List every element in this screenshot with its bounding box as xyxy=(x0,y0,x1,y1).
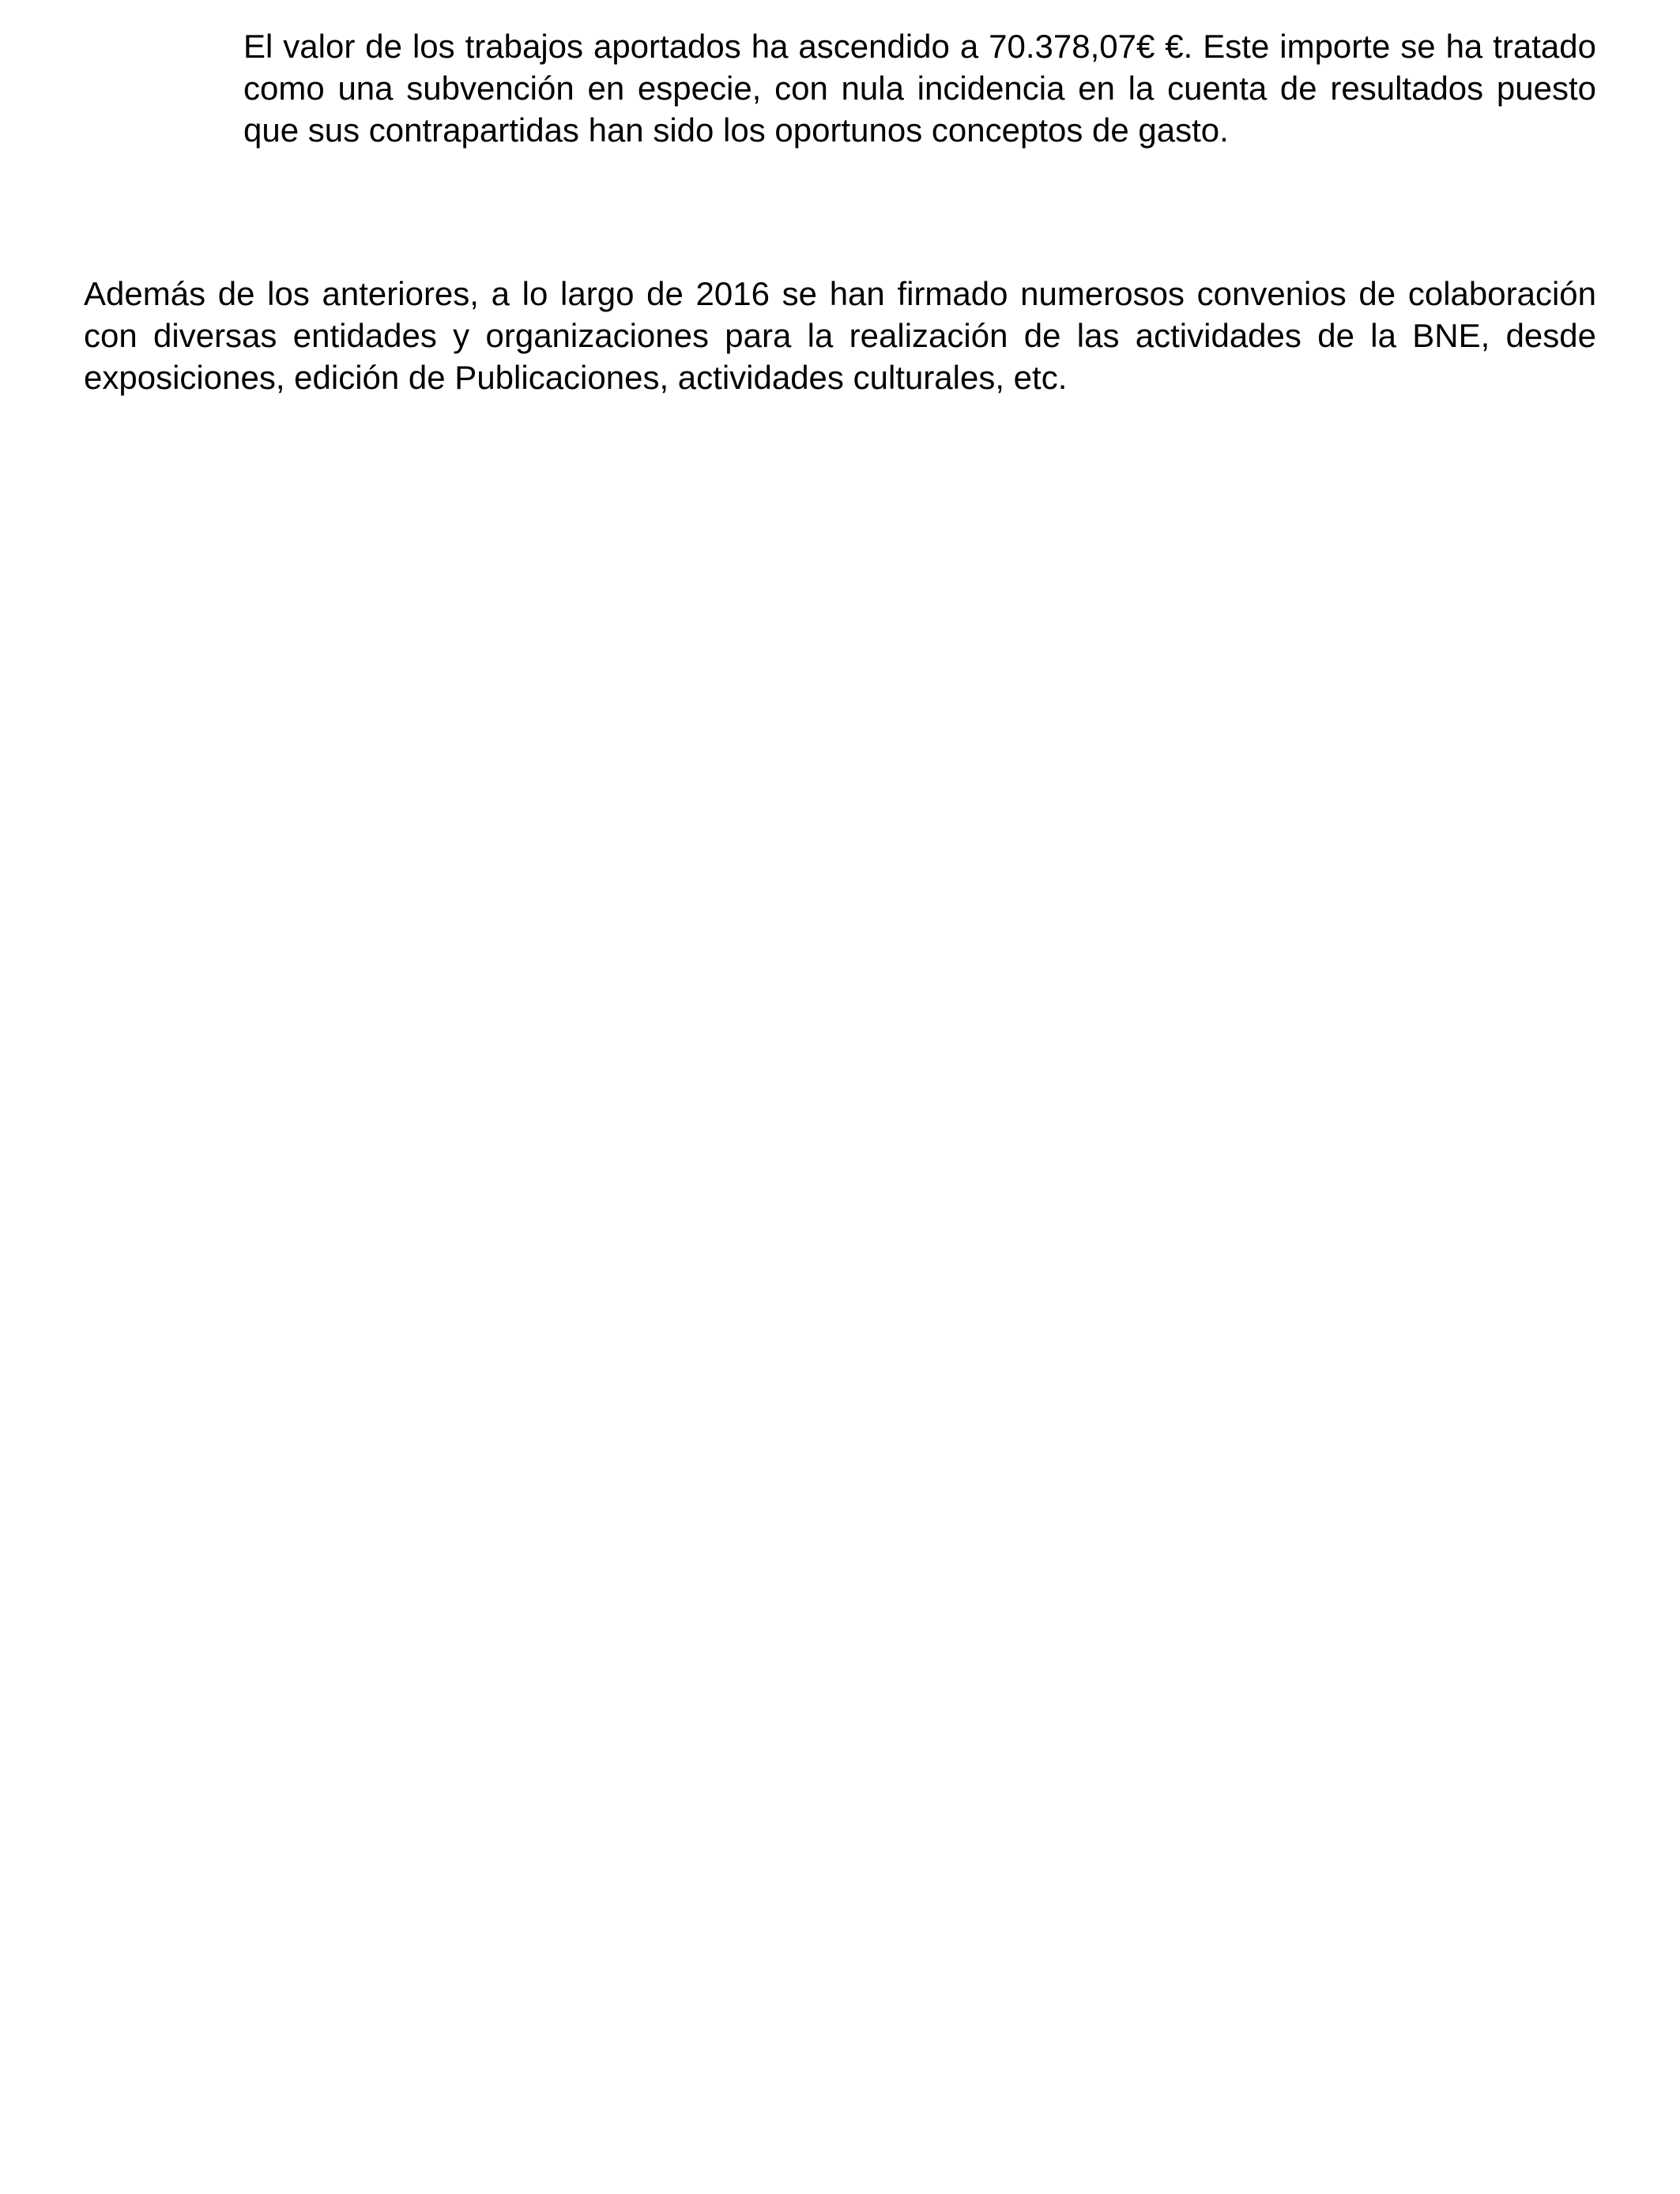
paragraph-convenios: Además de los anteriores, a lo largo de 2016 se han firmado numerosos convenios de colaboración con diversas entidades y organizaciones para la realización de las actividades de la BNE, desde exposiciones, edición de Publicaciones, actividades culturales, etc. xyxy=(84,275,1596,396)
paragraph-valor-trabajos: El valor de los trabajos aportados ha ascendido a 70.378,07€ €. Este importe se ha tratado como una subvención en especie, con nula incidencia en la cuenta de resultados puesto que sus contrapartidas han sido los oportunos conceptos de gasto. xyxy=(243,28,1596,149)
